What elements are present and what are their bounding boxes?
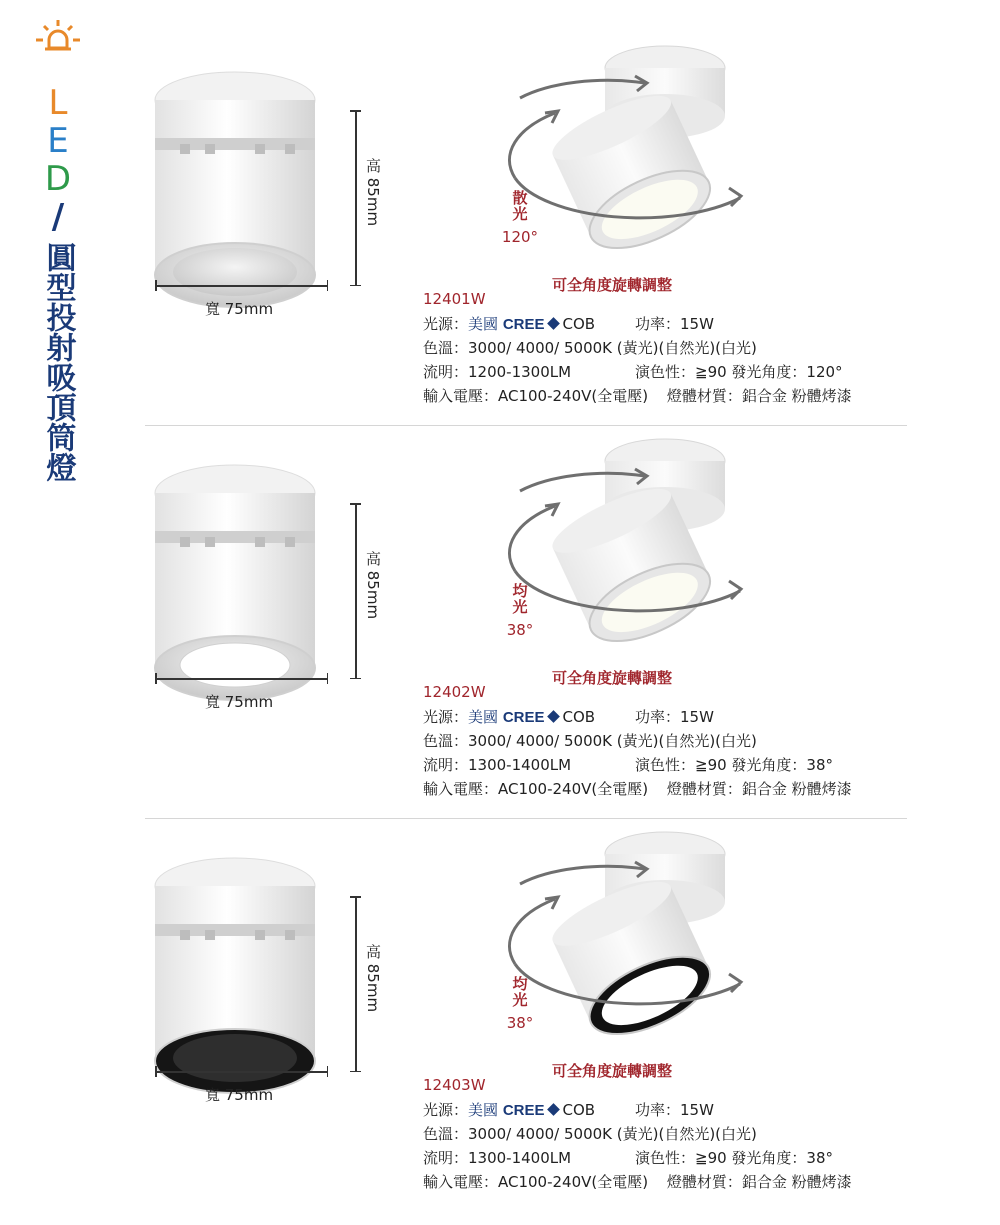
- height-dimension-line: [350, 896, 361, 1072]
- width-dimension-line: [155, 280, 328, 291]
- rotate-label: 可全角度旋轉調整: [552, 276, 673, 294]
- height-dimension-line: [350, 503, 361, 679]
- cree-diamond-icon: [547, 710, 560, 723]
- height-label: 高 85mm: [364, 158, 382, 227]
- spec-light-source: 光源：美國 CREE COB 功率：15W: [423, 312, 923, 336]
- cree-diamond-icon: [547, 317, 560, 330]
- brand-letter-d: D: [44, 159, 72, 199]
- spec-material: 燈體材質：鋁合金 粉體烤漆: [666, 387, 852, 405]
- cree-logo: CREE: [502, 1102, 545, 1119]
- spec-color-temp: 色溫：3000/ 4000/ 5000K (黃光)(自然光)(白光): [423, 339, 757, 357]
- beam-type-label: 均光: [510, 583, 529, 615]
- width-label: 寬 75mm: [205, 693, 274, 711]
- brand-slash: /: [51, 197, 65, 237]
- spec-material: 燈體材質：鋁合金 粉體烤漆: [666, 780, 852, 798]
- beam-type: [500, 976, 540, 1032]
- beam-angle-label: 38°: [506, 1014, 534, 1032]
- spec-lumen: 流明：1300-1400LM 演色性：≧90 發光角度：38°: [423, 1146, 923, 1170]
- spec-light-source: 光源：美國 CREE COB 功率：15W: [423, 1098, 923, 1122]
- rotate-label: 可全角度旋轉調整: [552, 669, 673, 687]
- cree-diamond-icon: [547, 1103, 560, 1116]
- cree-logo: CREE: [502, 709, 545, 726]
- spec-lumen: 流明：1300-1400LM 演色性：≧90 發光角度：38°: [423, 753, 923, 777]
- spec-material: 燈體材質：鋁合金 粉體烤漆: [666, 1173, 852, 1191]
- spec-cri-angle: 演色性：≧90 發光角度：38°: [635, 1149, 834, 1167]
- spec-color-temp: 色溫：3000/ 4000/ 5000K (黃光)(自然光)(白光): [423, 732, 757, 750]
- spec-voltage: 輸入電壓：AC100-240V(全電壓): [423, 387, 649, 405]
- rotate-label: 可全角度旋轉調整: [552, 1062, 673, 1080]
- cree-logo: CREE: [502, 316, 545, 333]
- height-dimension-line: [350, 110, 361, 286]
- spec-voltage: 輸入電壓：AC100-240V(全電壓): [423, 780, 649, 798]
- width-label: 寬 75mm: [205, 300, 274, 318]
- spec-voltage-material: [423, 1170, 923, 1194]
- spec-light-source: 光源：美國 CREE COB 功率：15W: [423, 705, 923, 729]
- height-label: 高 85mm: [364, 551, 382, 620]
- product-name-vertical: 圓型投射吸頂筒燈: [40, 242, 76, 482]
- width-label: 寬 75mm: [205, 1086, 274, 1104]
- width-dimension-line: [155, 673, 328, 684]
- beam-angle-label: 120°: [501, 228, 539, 246]
- model-number: 12403W: [423, 1076, 486, 1094]
- beam-angle-label: 38°: [506, 621, 534, 639]
- brand-letter-e: E: [47, 121, 69, 161]
- section-divider: [145, 425, 907, 426]
- product-section-3: [0, 786, 1000, 1191]
- product-section-2: [0, 393, 1000, 798]
- spec-power: 功率：15W: [635, 315, 714, 333]
- beam-type: [500, 583, 540, 639]
- model-number: 12401W: [423, 290, 486, 308]
- spec-lumen: 流明：1200-1300LM 演色性：≧90 發光角度：120°: [423, 360, 923, 384]
- beam-type-label: 散光: [510, 190, 529, 222]
- spec-list: [423, 1098, 923, 1194]
- spec-color-temp: 色溫：3000/ 4000/ 5000K (黃光)(自然光)(白光): [423, 1125, 757, 1143]
- beam-type: [500, 190, 540, 246]
- model-number: 12402W: [423, 683, 486, 701]
- section-divider: [145, 818, 907, 819]
- spec-power: 功率：15W: [635, 708, 714, 726]
- spec-power: 功率：15W: [635, 1101, 714, 1119]
- width-dimension-line: [155, 1066, 328, 1077]
- height-label: 高 85mm: [364, 944, 382, 1013]
- beam-type-label: 均光: [510, 976, 529, 1008]
- brand-letter-l: L: [48, 83, 68, 123]
- product-section-1: [0, 0, 1000, 405]
- spec-cri-angle: 演色性：≧90 發光角度：120°: [635, 363, 843, 381]
- spec-cri-angle: 演色性：≧90 發光角度：38°: [635, 756, 834, 774]
- spec-voltage: 輸入電壓：AC100-240V(全電壓): [423, 1173, 649, 1191]
